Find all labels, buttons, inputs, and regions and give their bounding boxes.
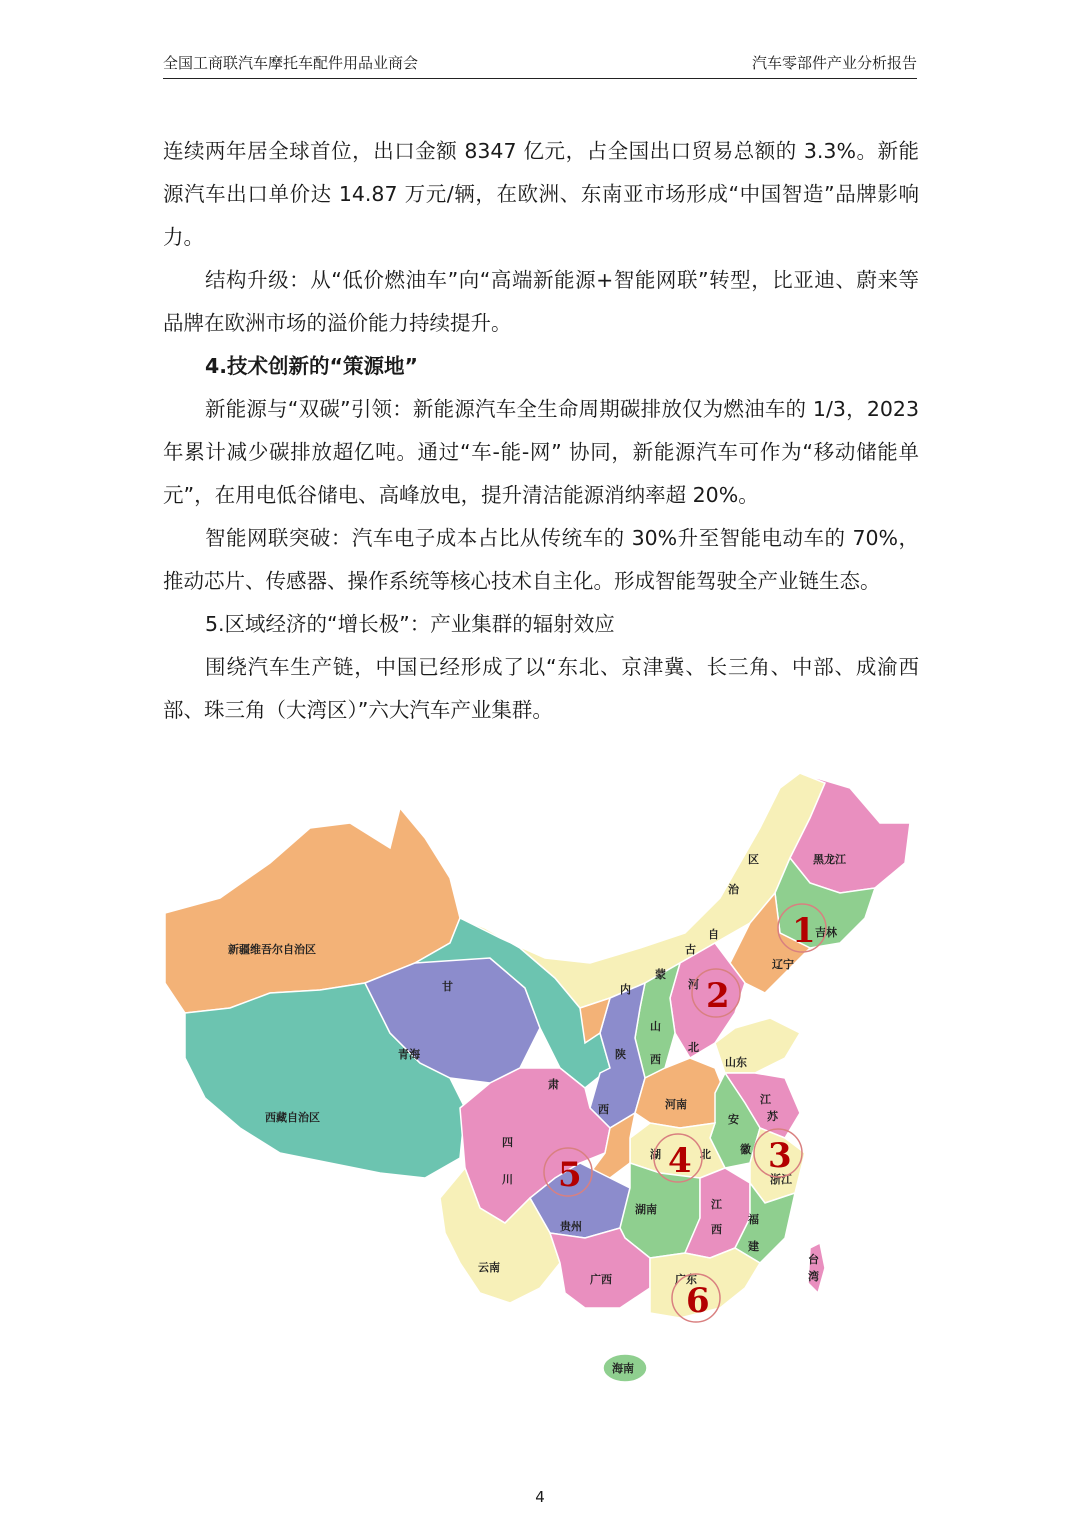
label-gansu-gan: 甘 bbox=[442, 980, 453, 993]
label-jiangxi-1: 西 bbox=[711, 1223, 722, 1236]
cluster-number-1: 1 bbox=[792, 911, 816, 951]
label-liaoning: 辽宁 bbox=[772, 958, 794, 971]
paragraph-smart-connected: 智能网联突破：汽车电子成本占比从传统车的 30%升至智能电动车的 70%，推动芯片、传感器、操作系统等核心技术自主化。形成智能驾驶全产业链生态。 bbox=[163, 526, 919, 593]
label-hubei-0: 湖 bbox=[650, 1148, 661, 1161]
label-xizang: 西藏自治区 bbox=[265, 1111, 320, 1124]
page-header bbox=[163, 50, 917, 79]
label-guangdong: 广东 bbox=[675, 1273, 697, 1286]
label-shandong: 山东 bbox=[725, 1056, 747, 1069]
label-anhui-1: 徽 bbox=[740, 1143, 751, 1156]
label-sichuan-0: 四 bbox=[502, 1136, 513, 1149]
header-report-title: 汽车零部件产业分析报告 bbox=[751, 54, 917, 72]
map-svg bbox=[160, 768, 920, 1383]
label-neimenggu-1: 蒙 bbox=[655, 968, 666, 981]
section-heading-tech-innovation: 4.技术创新的“策源地” bbox=[205, 354, 418, 378]
body-text bbox=[163, 130, 919, 732]
label-henan: 河南 bbox=[665, 1098, 687, 1111]
cluster-number-3: 3 bbox=[768, 1136, 792, 1176]
label-jiangsu-1: 苏 bbox=[767, 1110, 778, 1123]
label-hainan: 海南 bbox=[612, 1362, 634, 1375]
label-hebei-he: 河 bbox=[688, 978, 699, 991]
label-shaanxi-0: 陕 bbox=[615, 1048, 626, 1061]
label-taiwan-0: 台 bbox=[808, 1253, 819, 1266]
paragraph-export: 连续两年居全球首位，出口金额 8347 亿元，占全国出口贸易总额的 3.3%。新能源汽车出口单价达 14.87 万元/辆，在欧洲、东南亚市场形成“中国智造”品牌影响力。 bbox=[163, 139, 919, 249]
cluster-number-5: 5 bbox=[558, 1155, 582, 1195]
page-number: 4 bbox=[535, 1488, 545, 1506]
label-jiangxi-0: 江 bbox=[711, 1198, 722, 1211]
label-neimenggu-2: 古 bbox=[685, 943, 696, 956]
label-neimenggu-4: 治 bbox=[728, 883, 739, 896]
label-hebei-bei: 北 bbox=[688, 1041, 699, 1054]
label-fujian-1: 建 bbox=[748, 1240, 759, 1253]
label-zhejiang: 浙江 bbox=[770, 1173, 792, 1186]
label-jiangsu-0: 江 bbox=[760, 1093, 771, 1106]
paragraph-new-energy: 新能源与“双碳”引领：新能源汽车全生命周期碳排放仅为燃油车的 1/3，2023 年累计减少碳排放超亿吨。通过“车-能-网” 协同，新能源汽车可作为“移动储能单元”，在用电低谷储电、高峰放电，提升清洁能源消纳率超 20%。 bbox=[163, 397, 919, 507]
label-hunan: 湖南 bbox=[635, 1203, 657, 1216]
label-neimenggu-5: 区 bbox=[748, 853, 759, 866]
label-qinghai: 青海 bbox=[398, 1048, 420, 1061]
label-xinjiang: 新疆维吾尔自治区 bbox=[228, 943, 316, 956]
label-sichuan-1: 川 bbox=[502, 1173, 513, 1186]
label-yunnan: 云南 bbox=[478, 1261, 500, 1274]
label-guangxi: 广西 bbox=[590, 1273, 612, 1286]
section-heading-regional-growth: 5.区域经济的“增长极”：产业集群的辐射效应 bbox=[205, 612, 615, 636]
label-fujian-0: 福 bbox=[748, 1213, 759, 1226]
paragraph-industry-clusters: 围绕汽车生产链，中国已经形成了以“东北、京津冀、长三角、中部、成渝西部、珠三角（大湾区）”六大汽车产业集群。 bbox=[163, 655, 919, 722]
label-shanxi-0: 山 bbox=[650, 1020, 661, 1033]
china-cluster-map bbox=[160, 768, 920, 1383]
label-gansu-su: 肃 bbox=[548, 1078, 559, 1091]
label-heilongjiang: 黑龙江 bbox=[813, 853, 846, 866]
label-guizhou: 贵州 bbox=[560, 1220, 582, 1233]
province-taiwan bbox=[808, 1243, 825, 1293]
cluster-number-6: 6 bbox=[686, 1281, 710, 1321]
label-anhui-0: 安 bbox=[728, 1113, 739, 1126]
label-taiwan-1: 湾 bbox=[808, 1270, 819, 1283]
cluster-number-2: 2 bbox=[706, 976, 730, 1016]
paragraph-structure-upgrade: 结构升级：从“低价燃油车”向“高端新能源+智能网联”转型，比亚迪、蔚来等品牌在欧洲市场的溢价能力持续提升。 bbox=[163, 268, 919, 335]
label-shanxi-1: 西 bbox=[650, 1053, 661, 1066]
cluster-number-4: 4 bbox=[668, 1141, 692, 1181]
label-shaanxi-1: 西 bbox=[598, 1103, 609, 1116]
label-neimenggu-3: 自 bbox=[708, 928, 719, 941]
label-neimenggu-0: 内 bbox=[620, 983, 631, 996]
label-hubei-1: 北 bbox=[700, 1148, 711, 1161]
header-organization: 全国工商联汽车摩托车配件用品业商会 bbox=[163, 54, 419, 72]
label-jilin: 吉林 bbox=[815, 926, 837, 939]
